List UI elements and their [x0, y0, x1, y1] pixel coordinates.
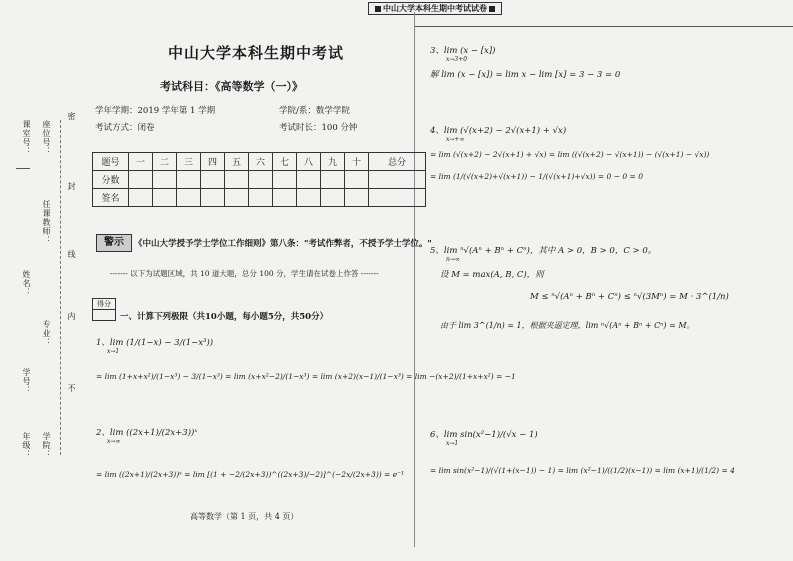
teacher-label: 任课教师：: [42, 200, 51, 245]
room-blank: [16, 168, 30, 169]
answer-4a: = lim (√(x+2) − 2√(x+1) + √x) = lim ((√(x+2) − √(x+1)) − (√(x+1) − √x)): [430, 150, 710, 159]
seat-label: 座位号：: [42, 120, 51, 156]
exam-dept: 学院/系：数学学院: [279, 106, 350, 116]
table-cell: 六: [249, 153, 273, 171]
answer-4b: = lim (1/(√(x+2)+√(x+1)) − 1/(√(x+1)+√x)) = 0 − 0 = 0: [430, 172, 643, 181]
question-5: 5、lim ⁿ√(Aⁿ + Bⁿ + Cⁿ)，其中 A > 0，B > 0，C > 0。: [430, 246, 657, 256]
binding-char: 不: [67, 384, 76, 393]
table-cell: 九: [321, 153, 345, 171]
binding-char: 封: [67, 182, 76, 191]
exam-subject: 考试科目：《高等数学（一）》: [160, 80, 303, 93]
room-label: 课室号：: [22, 120, 31, 156]
score-table: [92, 152, 426, 207]
answer-5b: M ≤ ⁿ√(Aⁿ + Bⁿ + Cⁿ) ≤ ⁿ√(3Mⁿ) = M · 3^(1/n): [530, 292, 729, 302]
table-row: [93, 189, 426, 207]
table-cell: 十: [345, 153, 369, 171]
answer-1: = lim (1+x+x²)/(1−x³) − 3/(1−x³) = lim (x+x²−2)/(1−x³) = lim (x+2)(x−1)/(1−x³) = lim −(x+2)/(1+x+x²) = −1: [96, 372, 516, 381]
limit-subscript: x→3+0: [446, 56, 468, 63]
binding-char: 密: [67, 112, 76, 121]
question-4: 4、lim (√(x+2) − 2√(x+1) + √x): [430, 126, 567, 136]
table-cell: 签名: [93, 189, 129, 207]
warning-badge: 警示: [96, 234, 132, 252]
major-label: 专业：: [42, 320, 51, 347]
section-title: 一、计算下列极限（共10小题，每小题5分，共50分）: [120, 312, 329, 322]
exam-note: ------- 以下为试题区域，共 10 道大题，总分 100 分，学生请在试卷上作答 -------: [110, 269, 379, 278]
binding-char: 线: [67, 250, 76, 259]
answer-3: 解 lim (x − [x]) = lim x − lim [x] = 3 − 3 = 0: [430, 70, 621, 80]
grade-label: 年级：: [22, 432, 31, 459]
table-cell: 分数: [93, 171, 129, 189]
column-divider: [414, 12, 415, 547]
table-cell: 总分: [369, 153, 426, 171]
limit-subscript: x→1: [107, 348, 120, 355]
warning-text: 《中山大学授予学士学位工作细则》第八条："考试作弊者，不授予学士学位。": [134, 239, 432, 249]
answer-2: = lim ((2x+1)/(2x+3))ˣ = lim [(1 + −2/(2x+3))^((2x+3)/−2)]^(−2x/(2x+3)) = e⁻¹: [96, 470, 405, 479]
table-row: [93, 153, 426, 171]
question-1: 1、lim (1/(1−x) − 3/(1−x³)): [96, 338, 214, 348]
table-cell: 题号: [93, 153, 129, 171]
table-cell: 七: [273, 153, 297, 171]
id-label: 学号：: [22, 368, 31, 395]
limit-subscript: n→∞: [446, 256, 460, 263]
exam-title: 中山大学本科生期中考试: [168, 44, 345, 62]
table-row: [93, 171, 426, 189]
table-cell: 二: [153, 153, 177, 171]
table-cell: 五: [225, 153, 249, 171]
limit-subscript: x→+∞: [446, 136, 465, 143]
square-icon: [375, 6, 381, 12]
question-6: 6、lim sin(x²−1)/(√x − 1): [430, 430, 538, 440]
answer-5a: 设 M = max(A, B, C)，则: [440, 270, 544, 280]
exam-term: 学年学期：2019 学年第 1 学期: [95, 106, 216, 116]
table-cell: 八: [297, 153, 321, 171]
limit-subscript: x→1: [446, 440, 459, 447]
name-label: 姓名：: [22, 270, 31, 297]
header-rule: [414, 26, 793, 27]
exam-mode: 考试方式：闭卷: [95, 123, 155, 133]
page-footer: 高等数学（第 1 页，共 4 页）: [190, 512, 299, 521]
square-icon: [489, 6, 495, 12]
exam-tag: 中山大学本科生期中考试试卷: [368, 2, 502, 15]
question-2: 2、lim ((2x+1)/(2x+3))ˣ: [96, 428, 198, 438]
section-score-blank: [92, 310, 116, 321]
table-cell: 四: [201, 153, 225, 171]
binding-line: [60, 120, 61, 455]
table-cell: 三: [177, 153, 201, 171]
exam-duration: 考试时长：100 分钟: [279, 123, 358, 133]
question-3: 3、lim (x − [x]): [430, 46, 496, 56]
table-cell: 一: [129, 153, 153, 171]
section-score-label: 得分: [92, 298, 116, 310]
answer-6: = lim sin(x²−1)/(√(1+(x−1)) − 1) = lim (x²−1)/((1/2)(x−1)) = lim (x+1)/(1/2) = 4: [430, 466, 735, 475]
binding-char: 内: [67, 312, 76, 321]
limit-subscript: x→∞: [107, 438, 121, 445]
answer-5c: 由于 lim 3^(1/n) = 1，根据夹逼定理，lim ⁿ√(Aⁿ + Bⁿ + Cⁿ) = M。: [440, 321, 695, 330]
school-label: 学院：: [42, 432, 51, 459]
